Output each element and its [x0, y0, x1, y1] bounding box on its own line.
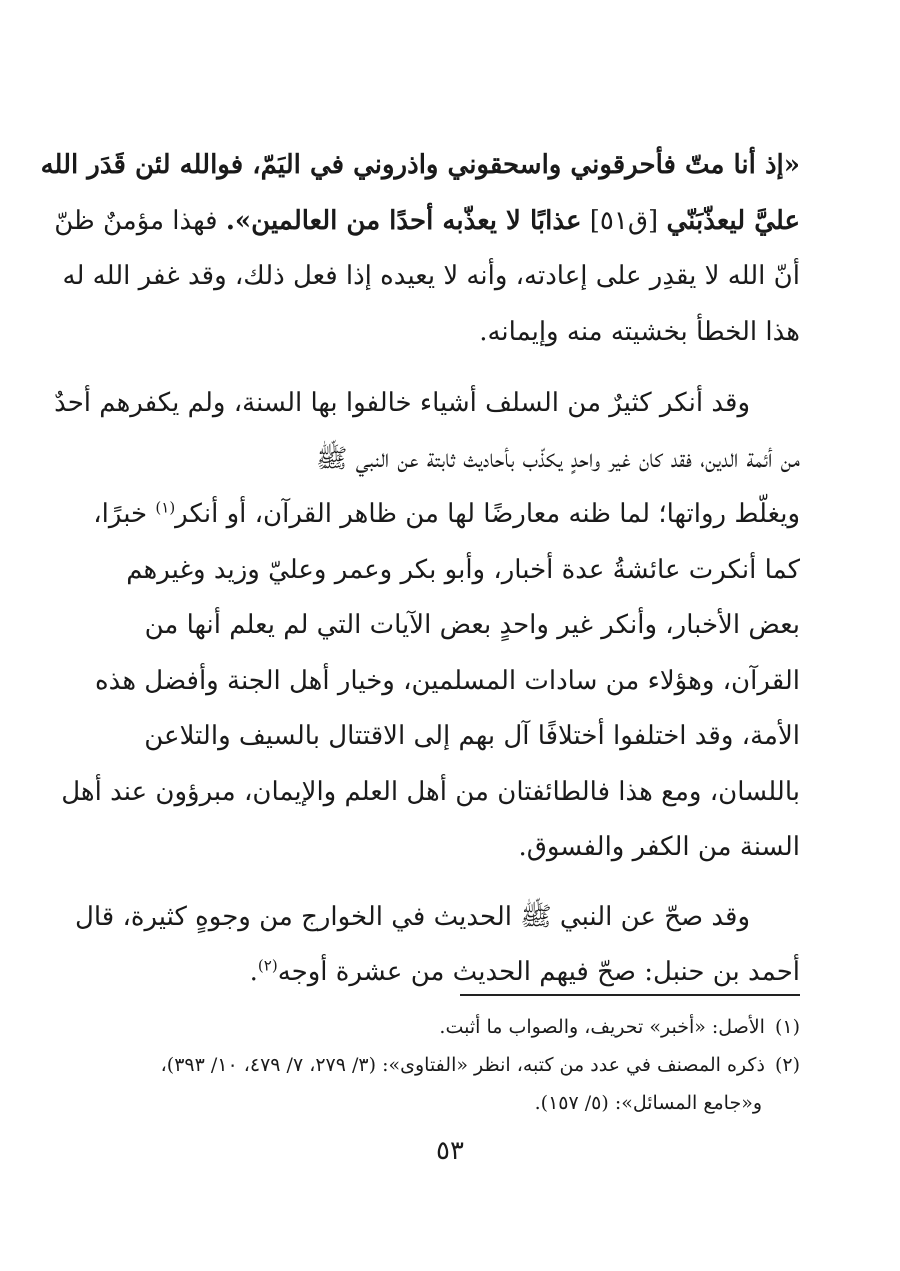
p1-line-1: «إذ أنا متّ فأحرقوني واسحقوني واذروني في اليَمّ، فوالله لئن قَدَر الله [40, 150, 800, 180]
p2-line-4: كما أنكرت عائشةُ عدة أخبار، وأبو بكر وعمر وعليّ وزيد وغيرهم [126, 554, 800, 585]
p3-line-1: وقد صحّ عن النبي ﷺ الحديث في الخوارج من وجوهٍ كثيرة، قال [74, 901, 750, 932]
footnote-2 [110, 1046, 800, 1084]
p1-line-2 [54, 194, 800, 250]
paragraph-1 [40, 138, 800, 360]
footnote-1-text: الأصل: «أخبر» تحريف، والصواب ما أثبت. [439, 1016, 765, 1038]
footnote-ref-2[interactable]: (٢) [257, 956, 278, 975]
footnotes [110, 1008, 800, 1122]
p2-line-1: وقد أنكر كثيرٌ من السلف أشياء خالفوا بها السنة، ولم يكفرهم أحدٌ [54, 388, 750, 418]
footnote-2-continuation: و«جامع المسائل»: (٥/ ١٥٧). [534, 1092, 762, 1114]
footnote-2-number: (٢) [774, 1054, 800, 1076]
footnote-ref-1[interactable]: (١) [155, 498, 176, 517]
p2-line-3-a: ويغلّط رواتها؛ لما ظنه معارضًا لها من ظاهر القرآن، أو أنكر [175, 499, 800, 529]
p1-line-2-bold: عليَّ ليعذّبَنّي [666, 205, 800, 236]
p2-line-7: الأمة، وقد اختلفوا أختلافًا آل بهم إلى الاقتتال بالسيف والتلاعن [144, 721, 800, 751]
p1-line-3: أنّ الله لا يقدِر على إعادته، وأنه لا يعيده إذا فعل ذلك، وقد غفر الله له [62, 261, 800, 291]
paragraph-2 [54, 376, 800, 876]
p2-line-3-b: خبرًا، [93, 499, 156, 529]
page-number: ٥٣ [436, 1136, 464, 1166]
p3-line-2 [110, 945, 800, 1001]
p3-line-2-b: . [249, 957, 258, 987]
p2-line-5: بعض الأخبار، وأنكر غير واحدٍ بعض الآيات التي لم يعلم أنها من [144, 610, 800, 640]
p2-line-9: السنة من الكفر والفسوق. [518, 832, 800, 862]
p1-line-2-bold-end: عذابًا لا يعذّبه أحدًا من العالمين». [225, 205, 582, 236]
p3-line-2-a: أحمد بن حنبل: صحّ فيهم الحديث من عشرة أوجه [277, 957, 800, 987]
p1-line-4: هذا الخطأ بخشيته منه وإيمانه. [479, 316, 800, 347]
footnote-1 [110, 1008, 800, 1046]
p1-line-2-rest: فهذا مؤمنٌ ظنّ [54, 205, 226, 236]
p2-line-2: من أئمة الدين، فقد كان غير واحدٍ يكذّب بأحاديث ثابتة عن النبي ﷺ [315, 443, 800, 474]
manuscript-page-marker: [ق٥١] [589, 205, 659, 236]
footnote-divider [460, 994, 800, 996]
p2-line-8: باللسان، ومع هذا فالطائفتان من أهل العلم والإيمان، مبرؤون عند أهل [61, 776, 800, 807]
p2-line-6: القرآن، وهؤلاء من سادات المسلمين، وخيار أهل الجنة وأفضل هذه [95, 665, 800, 696]
main-text [40, 138, 800, 1001]
footnote-2-text: ذكره المصنف في عدد من كتبه، انظر «الفتاوى»: (٣/ ٢٧٩، ٧/ ٤٧٩، ١٠/ ٣٩٣)، [160, 1054, 765, 1076]
paragraph-3 [74, 890, 800, 1001]
p2-line-3 [93, 487, 800, 543]
footnote-1-number: (١) [774, 1016, 800, 1038]
